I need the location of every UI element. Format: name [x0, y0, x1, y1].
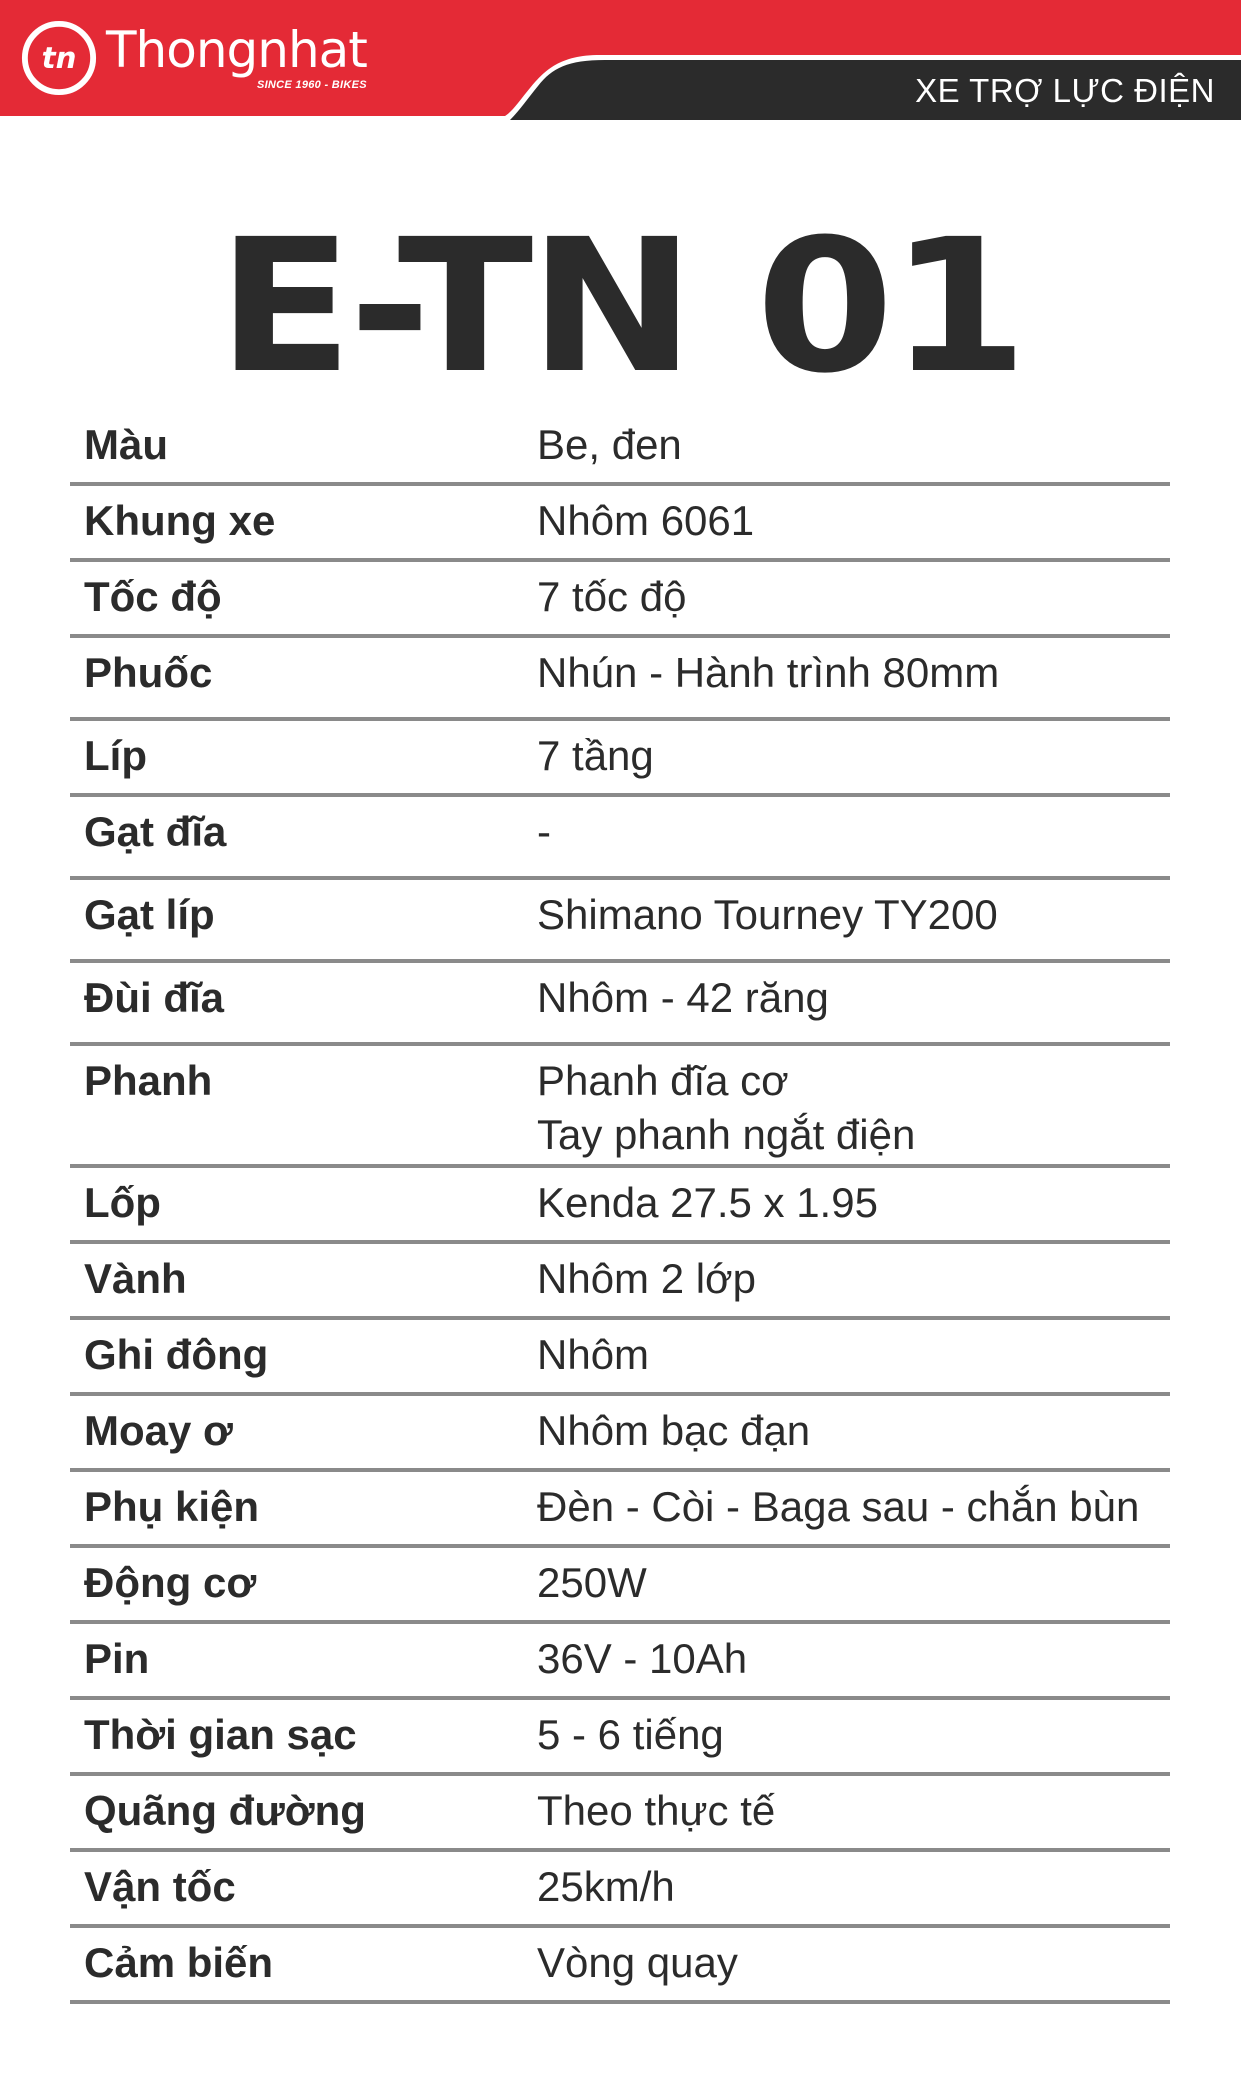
spec-value: Nhôm [537, 1331, 650, 1378]
spec-value: - [537, 808, 551, 855]
spec-value: Theo thực tế [537, 1787, 776, 1834]
spec-value: 5 - 6 tiếng [537, 1711, 724, 1758]
spec-value [537, 1054, 1170, 1164]
spec-value: Đèn - Còi - Baga sau - chắn bùn [537, 1483, 1140, 1530]
spec-value: Nhôm - 42 răng [537, 974, 829, 1021]
spec-row-tires [70, 1168, 1170, 1244]
spec-label: Lốp [84, 1179, 161, 1226]
spec-label: Moay ơ [84, 1407, 233, 1454]
spec-label: Phuốc [84, 649, 213, 696]
spec-label: Đùi đĩa [84, 974, 225, 1021]
spec-value: Nhôm 6061 [537, 497, 755, 544]
spec-label: Màu [84, 421, 168, 468]
spec-label: Vận tốc [84, 1863, 236, 1910]
spec-label: Khung xe [84, 497, 276, 544]
spec-row-range [70, 1776, 1170, 1852]
spec-value: 36V - 10Ah [537, 1635, 748, 1682]
spec-value: Vòng quay [537, 1939, 738, 1986]
brand-logo-icon [20, 19, 98, 97]
spec-label: Động cơ [84, 1559, 257, 1606]
spec-value: 250W [537, 1559, 647, 1606]
spec-row-rims [70, 1244, 1170, 1320]
spec-value-line: Tay phanh ngắt điện [537, 1111, 916, 1158]
spec-table [70, 410, 1170, 2004]
spec-row-sensor [70, 1928, 1170, 2004]
spec-row-color [70, 410, 1170, 486]
logo-monogram: tn [41, 40, 77, 75]
spec-label: Gạt đĩa [84, 808, 227, 855]
spec-row-crankset [70, 963, 1170, 1046]
spec-row-frame [70, 486, 1170, 562]
spec-row-battery [70, 1624, 1170, 1700]
spec-label: Cảm biến [84, 1939, 274, 1986]
spec-label: Phanh [84, 1057, 213, 1104]
brand-name: Thongnhat [106, 21, 367, 79]
spec-row-fork [70, 638, 1170, 721]
spec-value: 7 tầng [537, 732, 654, 779]
spec-value: Nhôm 2 lớp [537, 1255, 756, 1302]
spec-label: Vành [84, 1255, 187, 1302]
spec-value: Nhún - Hành trình 80mm [537, 649, 1000, 696]
spec-value: Be, đen [537, 421, 682, 468]
spec-label: Quãng đường [84, 1787, 366, 1834]
spec-label: Ghi đông [84, 1331, 269, 1378]
spec-row-speeds [70, 562, 1170, 638]
spec-value: Shimano Tourney TY200 [537, 891, 998, 938]
spec-label: Gạt líp [84, 891, 215, 938]
spec-value: Nhôm bạc đạn [537, 1407, 811, 1454]
spec-row-front-derailleur [70, 797, 1170, 880]
header-banner [0, 0, 1241, 120]
spec-label: Líp [84, 732, 147, 779]
spec-value: Kenda 27.5 x 1.95 [537, 1179, 878, 1226]
spec-value-line: Phanh đĩa cơ [537, 1057, 789, 1104]
spec-row-motor [70, 1548, 1170, 1624]
brand-logo [20, 18, 367, 98]
spec-label: Phụ kiện [84, 1483, 260, 1530]
spec-row-accessories [70, 1472, 1170, 1548]
spec-row-cassette [70, 721, 1170, 797]
spec-label: Pin [84, 1635, 150, 1682]
spec-row-handlebar [70, 1320, 1170, 1396]
spec-row-rear-derailleur [70, 880, 1170, 963]
spec-value: 7 tốc độ [537, 573, 687, 620]
spec-row-brakes [70, 1046, 1170, 1168]
spec-row-top-speed [70, 1852, 1170, 1928]
spec-value: 25km/h [537, 1863, 675, 1910]
brand-tagline: SINCE 1960 - BIKES [256, 79, 367, 91]
spec-label: Thời gian sạc [84, 1711, 357, 1758]
model-title: E-TN 01 [217, 200, 1024, 414]
spec-row-hubs [70, 1396, 1170, 1472]
spec-label: Tốc độ [84, 573, 222, 620]
spec-row-charge-time [70, 1700, 1170, 1776]
category-label: XE TRỢ LỰC ĐIỆN [915, 72, 1215, 109]
